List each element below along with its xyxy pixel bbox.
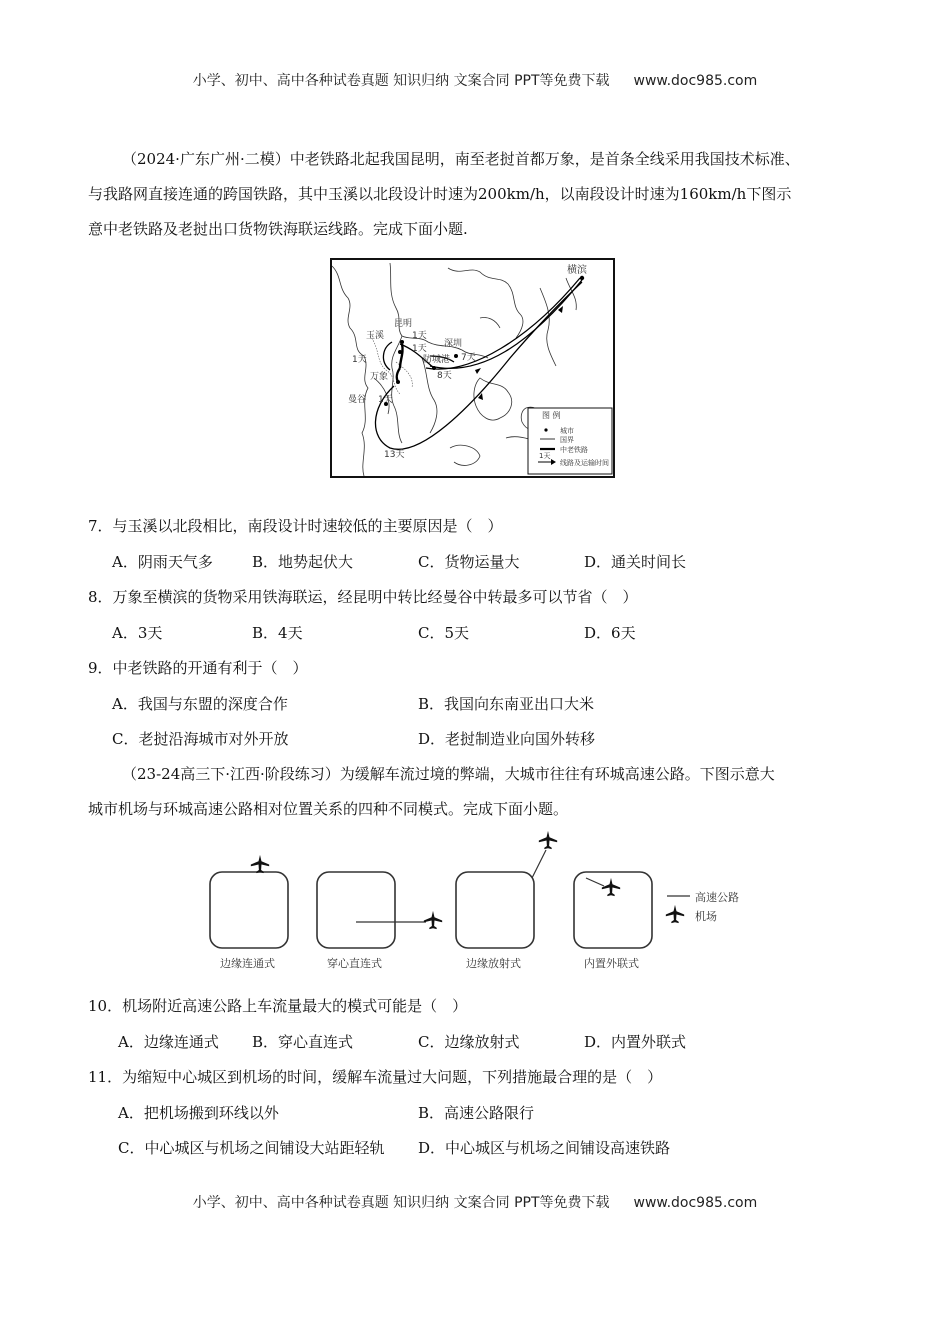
q10-option-d[interactable]: D．内置外联式 <box>584 1033 687 1051</box>
legend-route: 线路及运输时间 <box>560 459 609 467</box>
passage-1 <box>88 142 888 247</box>
airport-modes-diagram <box>200 826 780 954</box>
q11-option-b[interactable]: B．高速公路限行 <box>418 1104 535 1122</box>
question-10-stem: 10．机场附近高速公路上车流量最大的模式可能是（ ） <box>88 997 468 1015</box>
mode-2-ring <box>317 872 395 948</box>
q8-option-c[interactable]: C．5天 <box>418 624 470 642</box>
mode-4-ring <box>574 872 652 948</box>
q9-option-b[interactable]: B．我国向东南亚出口大米 <box>418 695 595 713</box>
legend-airport-label: 机场 <box>695 910 717 923</box>
passage-2-line-2: 城市机场与环城高速公路相对位置关系的四种不同模式。完成下面小题。 <box>88 800 569 818</box>
q8-option-a[interactable]: A．3天 <box>112 624 163 642</box>
legend-highway-label: 高速公路 <box>695 891 739 904</box>
q11-option-a[interactable]: A．把机场搬到环线以外 <box>118 1104 279 1122</box>
q8-option-b[interactable]: B．4天 <box>252 624 303 642</box>
q7-option-a[interactable]: A．阴雨天气多 <box>112 553 213 571</box>
q7-option-b[interactable]: B．地势起伏大 <box>252 553 354 571</box>
map-label-time-8: 8天 <box>437 371 452 381</box>
map-label-time-1d: 1天 <box>378 395 393 405</box>
q11-option-c[interactable]: C．中心城区与机场之间铺设大站距轻轨 <box>118 1139 385 1157</box>
q7-option-c[interactable]: C．货物运量大 <box>418 553 520 571</box>
mode-label-1: 边缘连通式 <box>220 957 275 970</box>
mode-label-4: 内置外联式 <box>584 957 639 970</box>
footer-site-link[interactable]: www.doc985.com <box>633 1195 758 1211</box>
mode-4-highway <box>586 878 604 886</box>
map-label-fangchenggang: 防城港 <box>423 355 451 365</box>
page-header <box>0 70 950 90</box>
passage-2 <box>88 757 888 827</box>
legend-border: 国界 <box>560 436 574 444</box>
mode-3-highway <box>532 850 546 878</box>
legend-railway: 中老铁路 <box>560 446 588 454</box>
map-label-yuxi: 玉溪 <box>366 331 385 341</box>
passage-1-line-3: 意中老铁路及老挝出口货物铁海联运线路。完成下面小题. <box>88 220 468 238</box>
header-site-link[interactable]: www.doc985.com <box>633 73 758 89</box>
mode-1-ring <box>210 872 288 948</box>
map-label-yokohama: 横滨 <box>567 265 587 276</box>
mode-1-airplane-icon <box>251 855 269 873</box>
legend-airplane-icon <box>666 905 684 923</box>
map-label-vientiane: 万象 <box>370 372 389 382</box>
mode-3-airplane-icon <box>539 831 557 849</box>
q8-option-d[interactable]: D．6天 <box>584 624 636 642</box>
q10-option-a[interactable]: A．边缘连通式 <box>118 1033 219 1051</box>
question-8-stem: 8．万象至横滨的货物采用铁海联运，经昆明中转比经曼谷中转最多可以节省（ ） <box>88 588 638 606</box>
q9-option-c[interactable]: C．老挝沿海城市对外开放 <box>112 730 289 748</box>
page-footer <box>0 1192 950 1212</box>
legend-title: 图 例 <box>542 411 561 420</box>
q10-option-b[interactable]: B．穿心直连式 <box>252 1033 354 1051</box>
q9-option-d[interactable]: D．老挝制造业向国外转移 <box>418 730 596 748</box>
mode-label-3: 边缘放射式 <box>466 957 521 970</box>
question-9-stem: 9．中老铁路的开通有利于（ ） <box>88 659 308 677</box>
map-label-shenzhen: 深圳 <box>444 339 463 349</box>
q11-option-d[interactable]: D．中心城区与机场之间铺设高速铁路 <box>418 1139 671 1157</box>
passage-1-line-2: 与我路网直接连通的跨国铁路，其中玉溪以北段设计时速为200km/h，以南段设计时速为160km/h下图示 <box>88 185 792 203</box>
question-7-stem: 7．与玉溪以北段相比，南段设计时速较低的主要原因是（ ） <box>88 517 503 535</box>
map-label-time-7: 7天 <box>461 353 476 363</box>
footer-text: 小学、初中、高中各种试卷真题 知识归纳 文案合同 PPT等免费下载 <box>192 1195 610 1211</box>
map-label-time-1c: 1天 <box>352 355 367 365</box>
mode-4-airplane-icon <box>602 878 620 896</box>
passage-1-line-1: （2024·广东广州·二模）中老铁路北起我国昆明，南至老挝首都万象，是首条全线采用我国技术标准、 <box>122 150 800 168</box>
map-label-time-1a: 1天 <box>412 331 427 341</box>
map-label-time-1b: 1天 <box>412 344 427 354</box>
legend-city: 城市 <box>560 427 574 435</box>
mode-label-2: 穿心直连式 <box>327 957 382 970</box>
header-text: 小学、初中、高中各种试卷真题 知识归纳 文案合同 PPT等免费下载 <box>192 73 610 89</box>
q9-option-a[interactable]: A．我国与东盟的深度合作 <box>112 695 288 713</box>
legend-sample-time: 1天 <box>539 452 551 460</box>
map-label-time-13: 13天 <box>384 450 405 460</box>
question-11-stem: 11．为缩短中心城区到机场的时间，缓解车流量过大问题，下列措施最合理的是（ ） <box>88 1068 663 1086</box>
mode-3-ring <box>456 872 534 948</box>
passage-2-line-1: （23-24高三下·江西·阶段练习）为缓解车流过境的弊端，大城市往往有环城高速公路。下图示意大 <box>122 765 775 783</box>
q10-option-c[interactable]: C．边缘放射式 <box>418 1033 520 1051</box>
q7-option-d[interactable]: D．通关时间长 <box>584 553 687 571</box>
mode-2-airplane-icon <box>424 911 442 929</box>
map-label-bangkok: 曼谷 <box>348 395 367 405</box>
map-label-kunming: 昆明 <box>394 319 413 329</box>
